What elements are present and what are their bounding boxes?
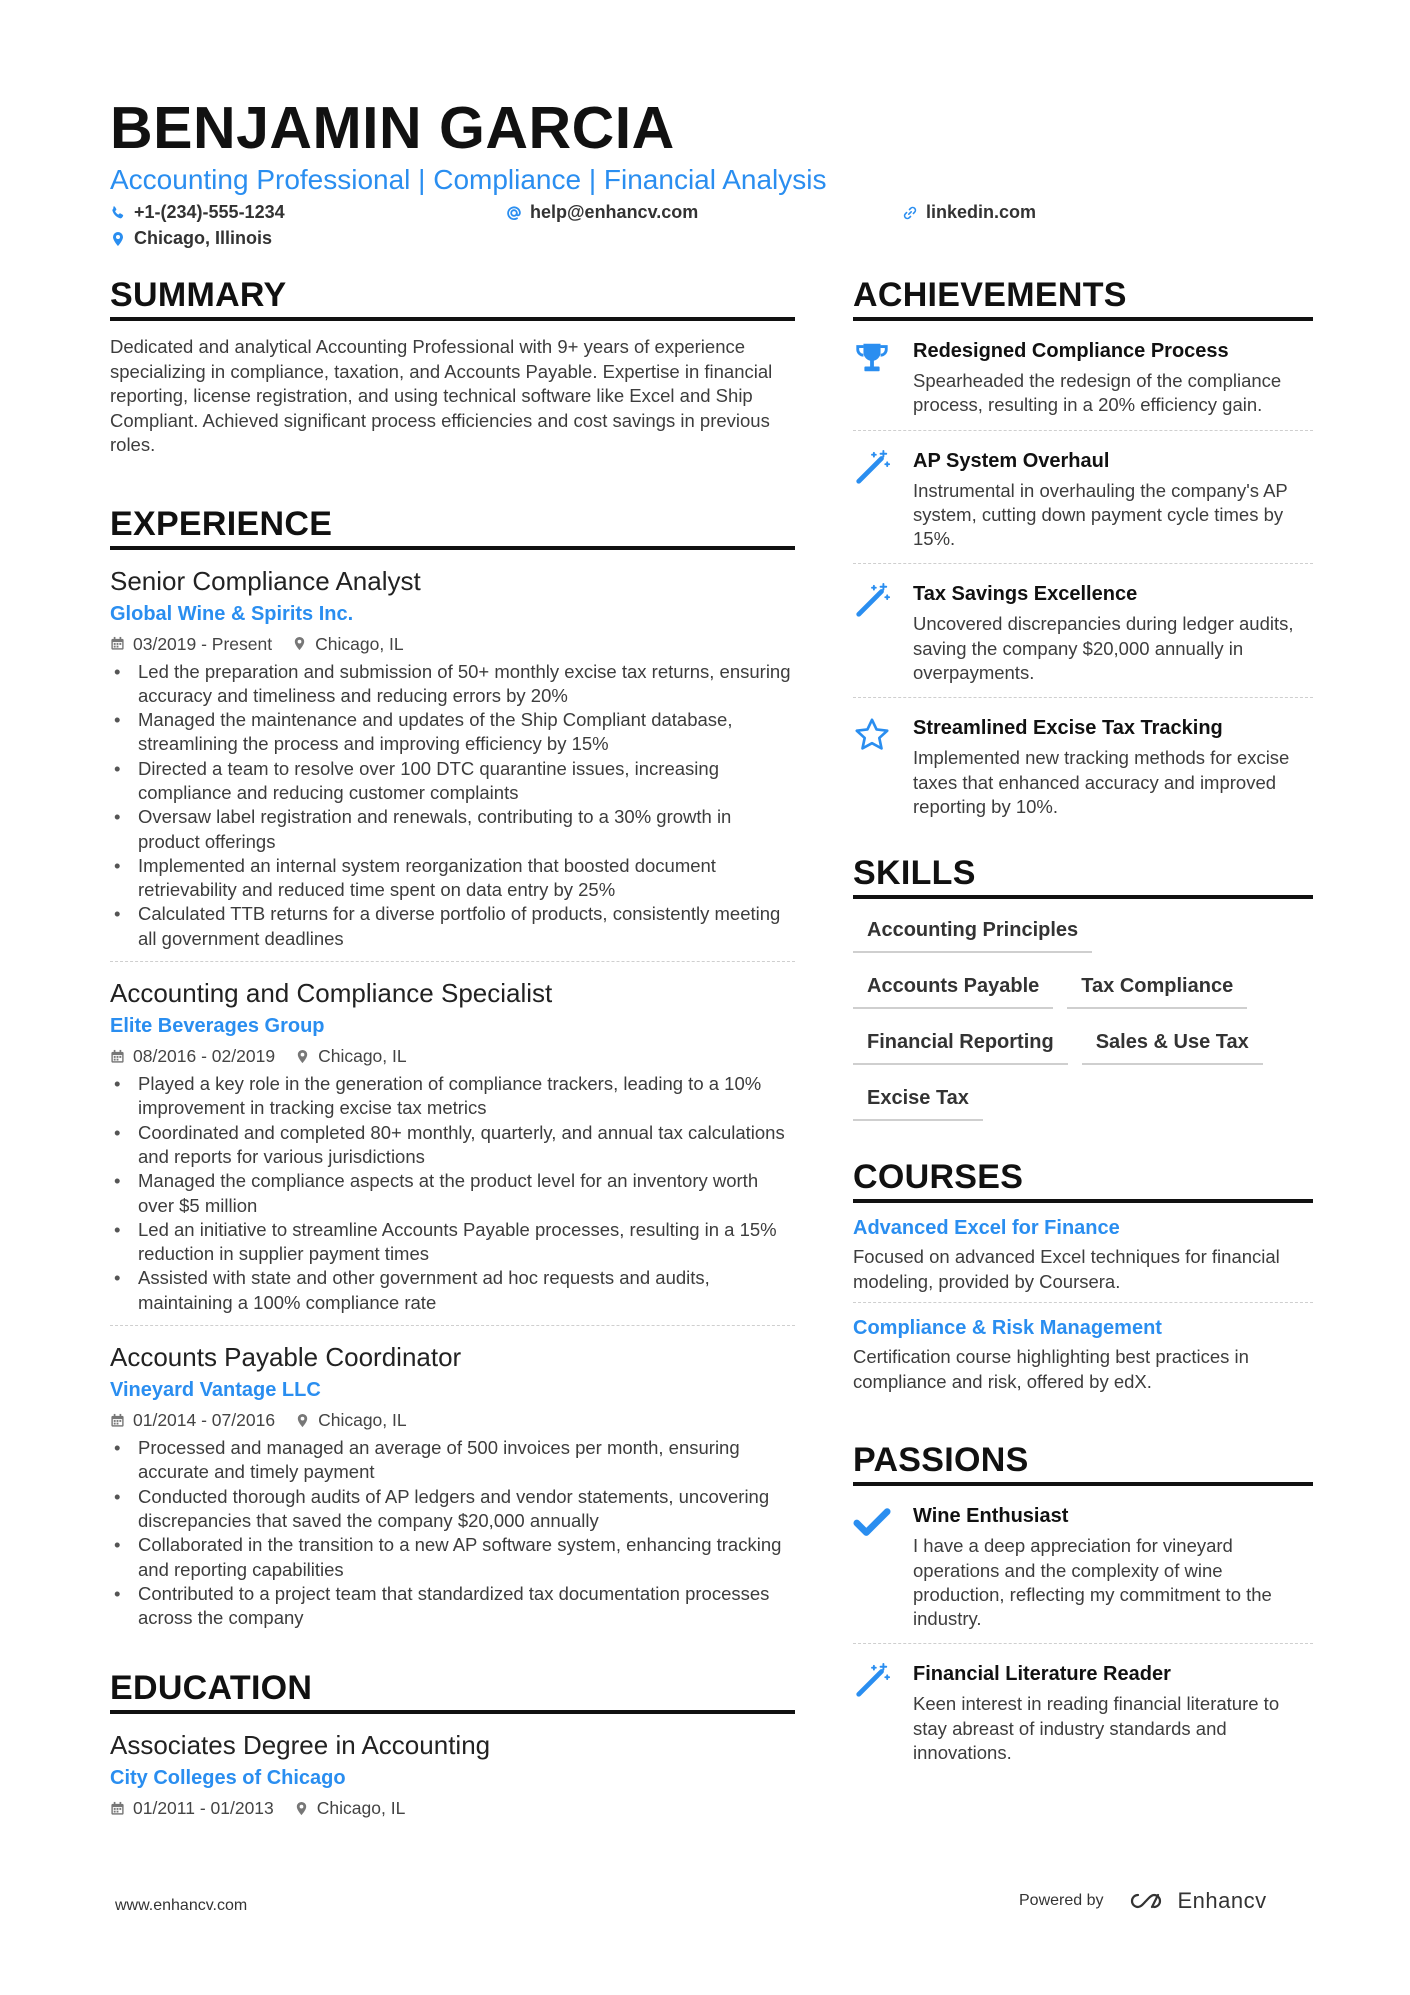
course-desc: Certification course highlighting best practices in compliance and risk, offered by edX. (853, 1346, 1249, 1392)
left-column (110, 275, 795, 1856)
job-meta (110, 632, 795, 656)
enhancv-logo-icon (1124, 1889, 1168, 1913)
job-dates-text: 01/2014 - 07/2016 (133, 1410, 276, 1431)
contact-website[interactable] (902, 202, 1036, 223)
enhancv-logo[interactable] (1124, 1888, 1267, 1914)
job-location-text: Chicago, IL (318, 1046, 407, 1067)
phone-text: +1-(234)-555-1234 (134, 202, 285, 222)
location-pin-icon (295, 1413, 310, 1428)
course-desc: Focused on advanced Excel techniques for financial modeling, provided by Coursera. (853, 1246, 1280, 1292)
job-dates (110, 1044, 275, 1068)
contact-email[interactable] (506, 202, 698, 223)
achievement-content (913, 447, 1313, 552)
job-location-text: Chicago, IL (315, 633, 404, 654)
job-location (292, 632, 404, 656)
location-pin-icon (292, 636, 307, 651)
summary-section (110, 275, 795, 458)
checkmark-icon (853, 1502, 913, 1631)
achievement-title: Streamlined Excise Tax Tracking (913, 717, 1223, 740)
bullet-item: • Processed and managed an average of 500 invoices per month, ensuring accurate and timely payment (110, 1436, 795, 1485)
candidate-name: BENJAMIN GARCIA (110, 95, 675, 161)
bullet-item: • Collaborated in the transition to a new AP software system, enhancing tracking and reporting capabilities (110, 1533, 795, 1582)
skill-tag: Sales & Use Tax (1082, 1023, 1263, 1065)
achievement-title: Tax Savings Excellence (913, 583, 1138, 606)
job-meta (110, 1044, 795, 1068)
powered-by-text: Powered by (1019, 1892, 1104, 1909)
brand-name: Enhancv (1177, 1888, 1267, 1913)
bullet-item: • Coordinated and completed 80+ monthly, quarterly, and annual tax calculations and reports for various jurisdictions (110, 1121, 795, 1170)
calendar-icon (110, 1801, 125, 1816)
skills-section (853, 853, 1313, 1121)
bullet-item: • Implemented an internal system reorganization that boosted document retrievability and reduced time spent on data entry by 25% (110, 854, 795, 903)
achievements-heading: ACHIEVEMENTS (853, 275, 1313, 321)
bullet-item: • Oversaw label registration and renewals, contributing to a 30% growth in product offerings (110, 805, 795, 854)
job-location (295, 1408, 407, 1432)
passion-title: Financial Literature Reader (913, 1663, 1171, 1686)
skill-tag: Financial Reporting (853, 1023, 1068, 1065)
right-column (853, 275, 1313, 1803)
bullet-item: • Calculated TTB returns for a diverse portfolio of products, consistently meeting all government deadlines (110, 902, 795, 951)
job-dates-text: 08/2016 - 02/2019 (133, 1046, 276, 1067)
link-icon (902, 205, 918, 221)
company-name: Global Wine & Spirits Inc. (110, 602, 354, 625)
bullet-item: • Managed the maintenance and updates of the Ship Compliant database, streamlining the process and improving efficiency by 15% (110, 708, 795, 757)
resume-header (110, 96, 1310, 258)
bullet-item: • Conducted thorough audits of AP ledgers and vendor statements, uncovering discrepancies that saved the company $20,000 annually (110, 1485, 795, 1534)
candidate-headline: Accounting Professional | Compliance | Financial Analysis (110, 164, 827, 195)
achievement-item (853, 564, 1313, 698)
company-name: Vineyard Vantage LLC (110, 1379, 321, 1402)
contact-info (110, 202, 1310, 258)
job-title: Accounting and Compliance Specialist (110, 978, 553, 1009)
job-title: Senior Compliance Analyst (110, 565, 421, 596)
passion-content (913, 1502, 1313, 1631)
job-dates-text: 03/2019 - Present (133, 633, 273, 654)
achievement-desc: Implemented new tracking methods for excise taxes that enhanced accuracy and improved reporting by 10%. (913, 747, 1290, 817)
passions-heading: PASSIONS (853, 1440, 1313, 1486)
bullet-item: • Managed the compliance aspects at the product level for an inventory worth over $5 million (110, 1169, 795, 1218)
education-location (294, 1796, 406, 1820)
calendar-icon (110, 1413, 125, 1428)
achievement-content (913, 580, 1313, 685)
location-text: Chicago, Illinois (134, 228, 273, 248)
footer-website[interactable]: www.enhancv.com (115, 1897, 248, 1914)
phone-icon (110, 205, 126, 221)
magic-wand-icon (853, 580, 913, 685)
calendar-icon (110, 636, 125, 651)
education-section (110, 1668, 795, 1830)
education-dates (110, 1796, 274, 1820)
achievement-item (853, 698, 1313, 831)
contact-phone (110, 202, 285, 223)
bullet-item: • Directed a team to resolve over 100 DTC quarantine issues, increasing compliance and reducing customer complaints (110, 757, 795, 806)
location-pin-icon (295, 1049, 310, 1064)
achievement-item (853, 321, 1313, 431)
skill-tag: Accounting Principles (853, 911, 1092, 953)
passion-item (853, 1486, 1313, 1644)
experience-section (110, 504, 795, 1641)
summary-text: Dedicated and analytical Accounting Professional with 9+ years of experience specializing in compliance, taxation, and Accounts Payable. Expertise in financial reporting, license registration, and using technical software like Excel and Ship Compliant. Achieved significant process efficiencies and cost savings in previous roles. (110, 336, 773, 455)
footer-branding (1019, 1888, 1267, 1914)
bullet-item: • Assisted with state and other government ad hoc requests and audits, maintaining a 100% compliance rate (110, 1266, 795, 1315)
bullet-item: • Led an initiative to streamline Accounts Payable processes, resulting in a 15% reduction in supplier payment times (110, 1218, 795, 1267)
achievement-desc: Uncovered discrepancies during ledger audits, saving the company $20,000 annually in overpayments. (913, 613, 1294, 684)
degree-title: Associates Degree in Accounting (110, 1730, 491, 1761)
achievement-title: AP System Overhaul (913, 449, 1110, 472)
magic-wand-icon (853, 1660, 913, 1765)
bullet-item: • Contributed to a project team that standardized tax documentation processes across the company (110, 1582, 795, 1631)
job-entry (110, 550, 795, 963)
location-pin-icon (294, 1801, 309, 1816)
education-entry (110, 1714, 795, 1830)
job-meta (110, 1408, 795, 1432)
calendar-icon (110, 1049, 125, 1064)
passion-desc: Keen interest in reading financial literature to stay abreast of industry standards and innovations. (913, 1693, 1280, 1764)
passion-content (913, 1660, 1313, 1765)
job-entry (110, 962, 795, 1326)
job-bullets (110, 1072, 795, 1315)
job-location-text: Chicago, IL (318, 1410, 407, 1431)
location-pin-icon (110, 231, 126, 247)
passions-section (853, 1440, 1313, 1777)
course-item (853, 1303, 1313, 1402)
passion-desc: I have a deep appreciation for vineyard operations and the complexity of wine production, reflecting my commitment to the industry. (913, 1535, 1272, 1630)
passion-item (853, 1644, 1313, 1777)
star-icon (853, 714, 913, 819)
course-title: Advanced Excel for Finance (853, 1217, 1120, 1240)
course-item (853, 1203, 1313, 1303)
education-heading: EDUCATION (110, 1668, 795, 1714)
company-name: Elite Beverages Group (110, 1015, 325, 1038)
education-meta (110, 1796, 795, 1820)
achievement-content (913, 337, 1313, 418)
job-entry (110, 1326, 795, 1640)
bullet-item: • Led the preparation and submission of 50+ monthly excise tax returns, ensuring accuracy and timeliness and reducing errors by 20% (110, 660, 795, 709)
school-name: City Colleges of Chicago (110, 1767, 346, 1790)
achievement-desc: Spearheaded the redesign of the compliance process, resulting in a 20% efficiency gain. (913, 370, 1282, 416)
summary-heading: SUMMARY (110, 275, 795, 321)
skill-tag: Accounts Payable (853, 967, 1053, 1009)
education-dates-text: 01/2011 - 01/2013 (133, 1798, 274, 1819)
job-dates (110, 632, 272, 656)
courses-heading: COURSES (853, 1157, 1313, 1203)
at-sign-icon (506, 205, 522, 221)
achievement-item (853, 431, 1313, 565)
job-title: Accounts Payable Coordinator (110, 1342, 462, 1373)
courses-section (853, 1157, 1313, 1402)
job-bullets (110, 660, 795, 952)
job-bullets (110, 1436, 795, 1630)
bullet-item: • Played a key role in the generation of compliance trackers, leading to a 10% improvement in tracking excise tax metrics (110, 1072, 795, 1121)
education-location-text: Chicago, IL (316, 1798, 406, 1819)
achievement-title: Redesigned Compliance Process (913, 340, 1229, 362)
contact-location (110, 228, 272, 249)
job-location (295, 1044, 407, 1068)
job-dates (110, 1408, 275, 1432)
magic-wand-icon (853, 447, 913, 552)
achievements-section (853, 275, 1313, 831)
skills-heading: SKILLS (853, 853, 1313, 899)
trophy-icon (853, 337, 913, 418)
experience-heading: EXPERIENCE (110, 504, 795, 550)
course-title: Compliance & Risk Management (853, 1317, 1162, 1340)
email-text: help@enhancv.com (530, 202, 699, 222)
skill-tag: Excise Tax (853, 1079, 983, 1121)
achievement-desc: Instrumental in overhauling the company's AP system, cutting down payment cycle times by 15%. (913, 479, 1288, 550)
website-text: linkedin.com (926, 202, 1037, 222)
passion-title: Wine Enthusiast (913, 1505, 1069, 1528)
skill-tag: Tax Compliance (1067, 967, 1247, 1009)
skills-list (853, 911, 1313, 1121)
achievement-content (913, 714, 1313, 819)
